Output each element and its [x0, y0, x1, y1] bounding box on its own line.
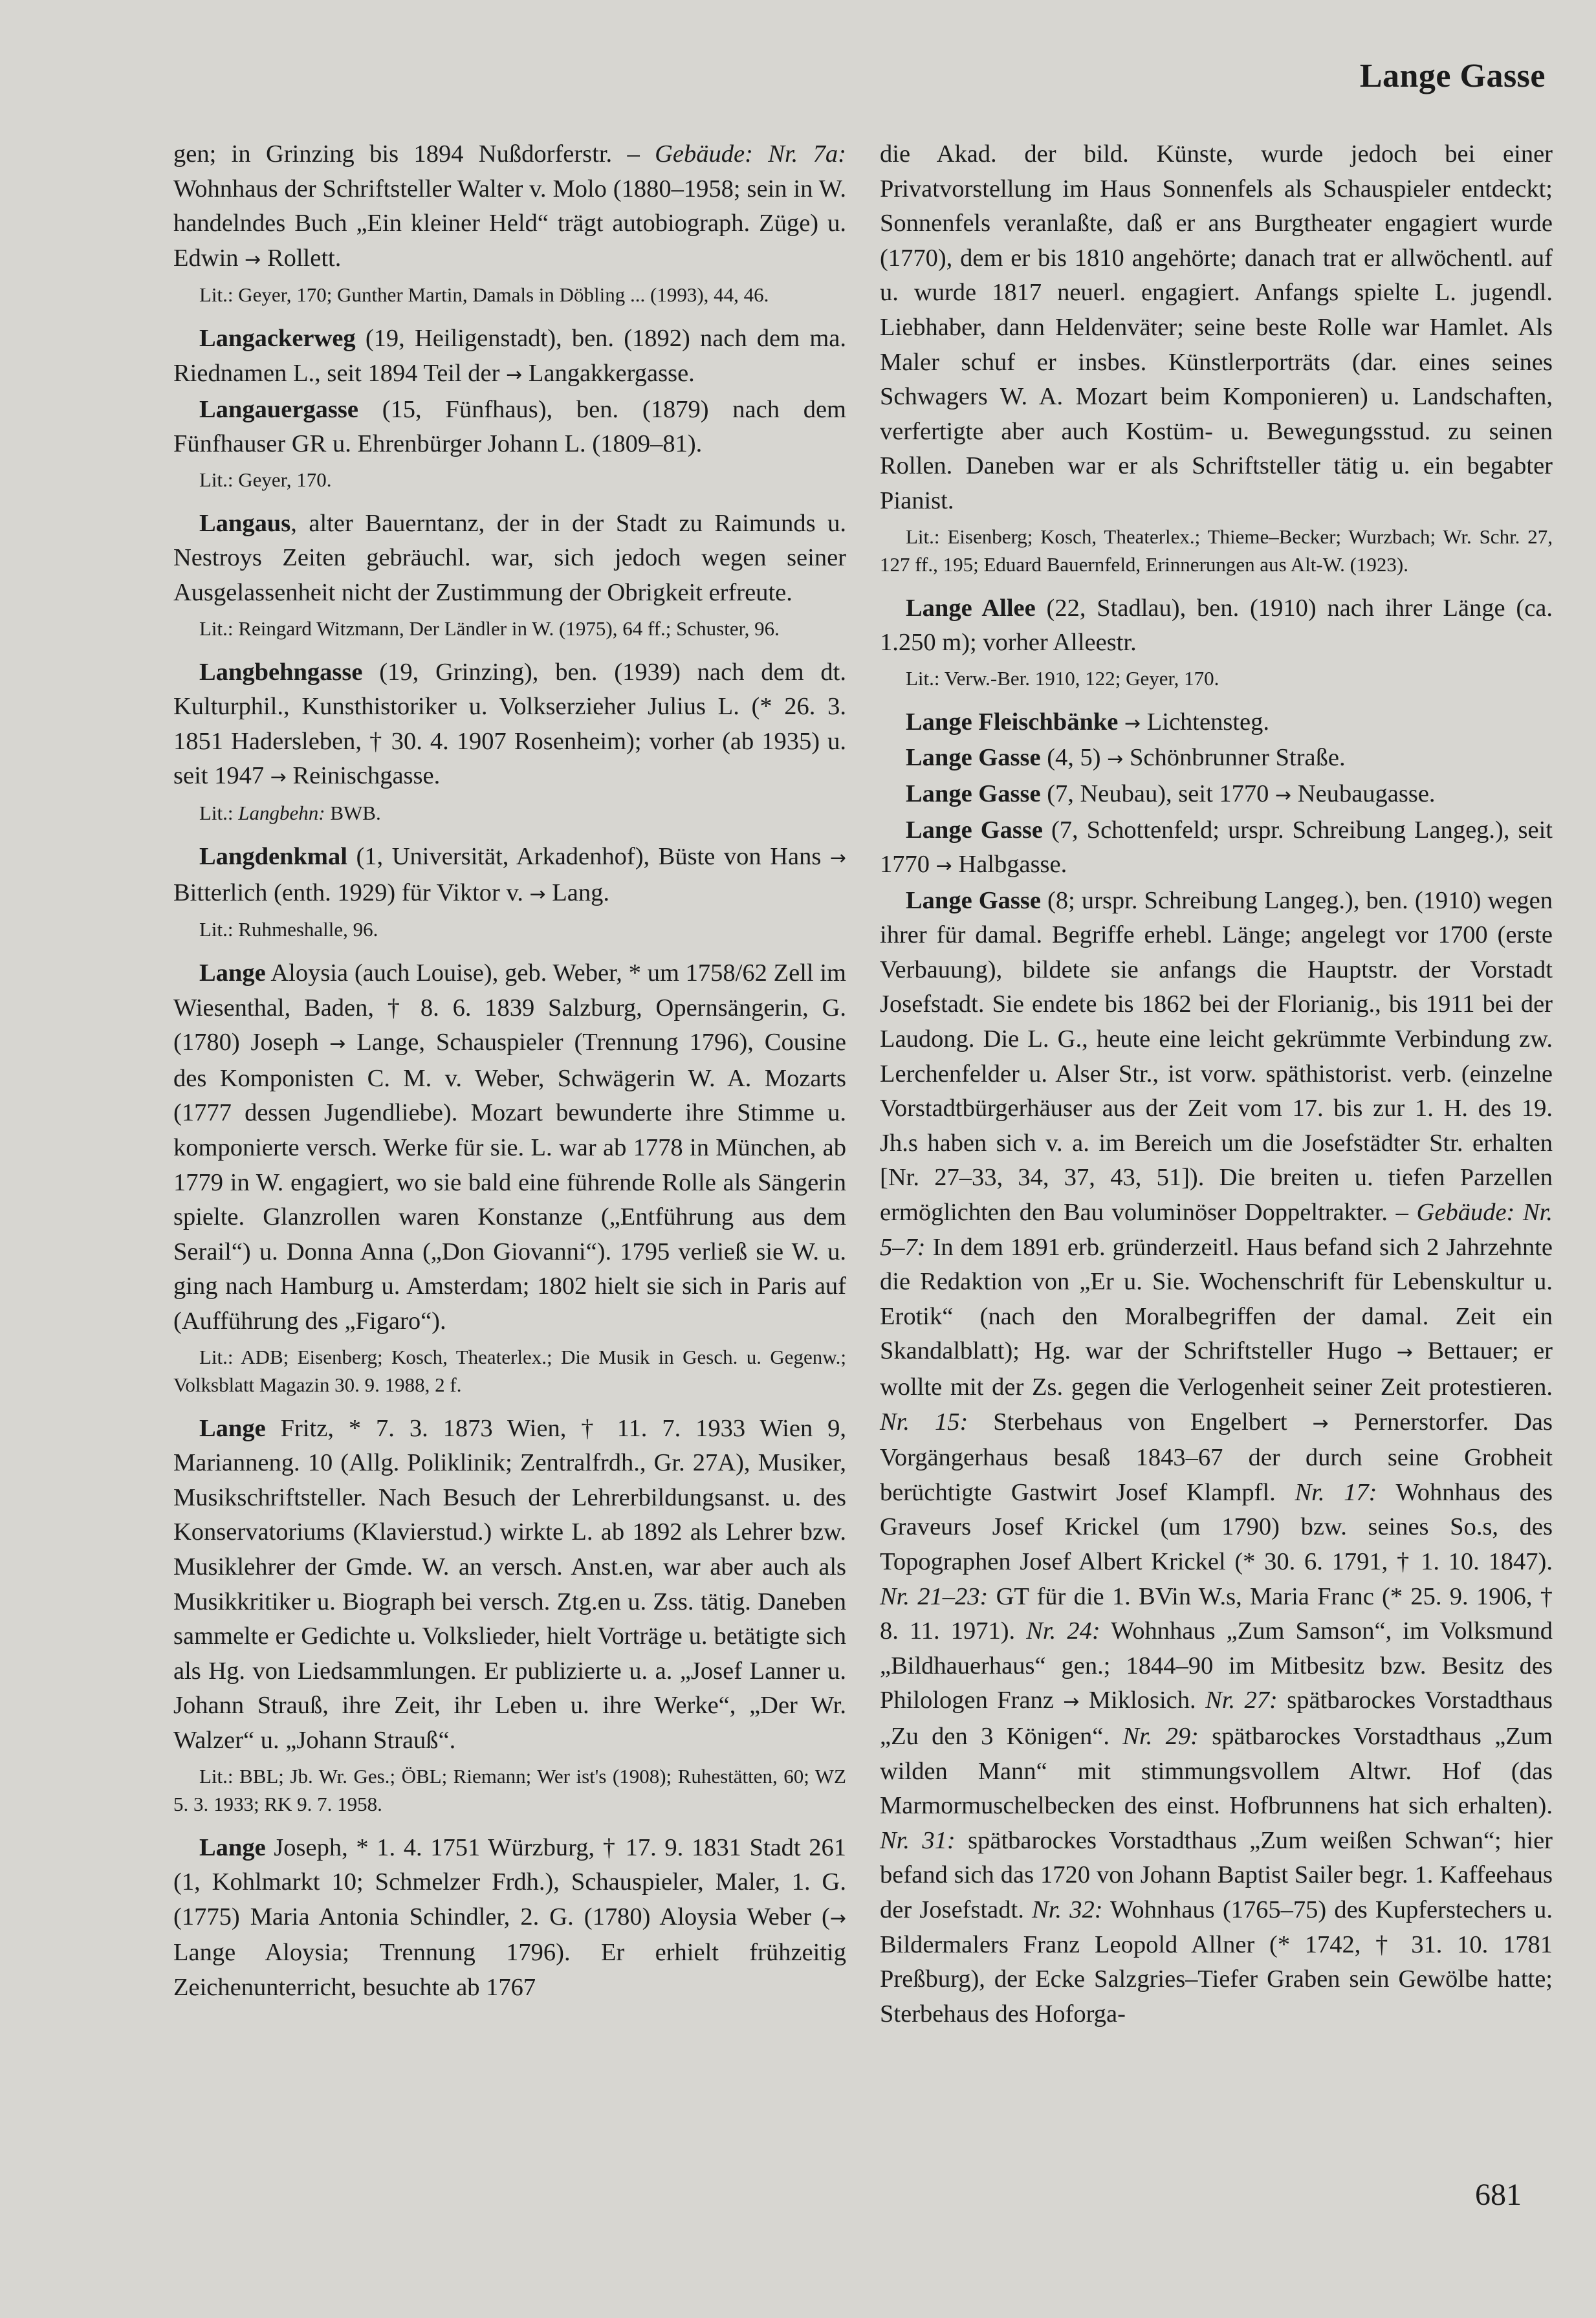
dictionary-entry [173, 507, 846, 611]
italic-label: Nr. 24: [1026, 1617, 1100, 1645]
entry-text: In dem 1891 erb. gründerzeitl. Haus befand sich 2 Jahrzehnte die Redaktion von „Er u. Sie. Wochenschrift für Lebenskultur u. Erotik“ (nach den Moralbegriffen der damal. Zeit ein Skandalblatt); Hg. war der Schriftsteller Hugo [880, 1233, 1553, 1365]
dictionary-entry [880, 591, 1553, 661]
entry-text: Wohnhaus des Graveurs Josef Krickel (um 1790) bzw. seines So.s, des Topographen Josef Albert Krickel (* 30. 6. 1791, † 1. 10. 1847). [880, 1478, 1553, 1575]
italic-label: Gebäude: Nr. 5–7: [880, 1199, 1553, 1261]
dictionary-entry [173, 655, 846, 795]
entry-text: spätbarockes Vorstadthaus „Zum wilden Mann“ mit stimmungsvollem Altwr. Hof (das Marmormuschelbecken des einst. Hofbrunnens hat sich erhalten). [880, 1722, 1553, 1820]
entry-lemma: Langauergasse [199, 395, 358, 423]
entry-text: (4, 5) [1040, 744, 1108, 772]
entry-text: Langakkergasse. [522, 359, 695, 387]
entry-text: GT für die 1. BVin W.s, Maria Franc (* 25. 9. 1906, † 8. 11. 1971). [880, 1582, 1553, 1645]
cross-reference-arrow-icon: → [1275, 783, 1292, 807]
entry-text: Lit.: Ruhmeshalle, 96. [199, 918, 378, 941]
dictionary-entry [173, 322, 846, 392]
entry-text: Miklosich. [1079, 1687, 1206, 1714]
entry-text: Bettauer; er wollte mit der Zs. gegen die Verlogenheit seiner Zeit protestieren. [880, 1337, 1553, 1401]
entry-text: Lit.: BBL; Jb. Wr. Ges.; ÖBL; Riemann; Wer ist's (1908); Ruhestätten, 60; WZ 5. 3. 1933; RK 9. 7. 1958. [173, 1764, 846, 1815]
entry-lemma: Lange Gasse [906, 886, 1041, 914]
literature-note [880, 523, 1553, 578]
entry-text: , alter Bauerntanz, der in der Stadt zu Raimunds u. Nestroys Zeiten gebräuchl. war, sich jedoch wegen seiner Ausgelassenheit nicht der Zustimmung der Obrigkeit erfreute. [173, 509, 846, 606]
italic-label: Nr. 17: [1295, 1478, 1377, 1506]
entry-text: Fritz, * 7. 3. 1873 Wien, † 11. 7. 1933 Wien 9, Marianneng. 10 (Allg. Poliklinik; Zentralfrdh., Gr. 27A), Musiker, Musikschriftsteller. Nach Besuch der Lehrerbildungsanst. u. des Konservatoriums (Klavierstud.) wirkte L. ab 1892 als Lehrer bzw. Musiklehrer der Gmde. W. an versch. Anst.en, war aber auch als Musikkritiker u. Biograph bei versch. Ztg.en u. Zss. tätig. Daneben sammelte er Gedichte u. Volkslieder, hielt Vorträge u. betätigte sich als Hg. von Liedsammlungen. Er publizierte u. a. „Josef Lanner u. Johann Strauß, ihre Zeit, ihr Leben u. ihre Werke“, „Der Wr. Walzer“ u. „Johann Strauß“. [173, 1414, 846, 1754]
dictionary-entry [880, 884, 1553, 2032]
entry-text: Wohnhaus „Zum Samson“, im Volksmund „Bildhauerhaus“ gen.; 1844–90 im Mitbesitz bzw. Besitz des Philologen Franz [880, 1617, 1553, 1714]
entry-text: Lang. [545, 879, 609, 906]
entry-text: Lit.: Geyer, 170. [199, 468, 332, 491]
cross-reference-arrow-icon: → [1107, 748, 1124, 771]
continued-entry [173, 137, 846, 277]
entry-text: (8; urspr. Schreibung Langeg.), ben. (1910) wegen ihrer für damal. Begriffe erhebl. Länge; angelegt vor 1700 (erste Verbauung), bildete sie anfangs die Hauptstr. der Vorstadt Josefstadt. Sie endete bis 1862 bei der Florianig., bis 1911 bei der Laudong. Die L. G., heute eine leicht gekrümmte Verbindung zw. Lerchenfelder u. Alser Str., ist vorw. späthistorist. verb. (einzelne Vorstadtbürgerhäuser aus der Zeit vom 17. bis zur 1. H. des 19. Jh.s haben sich v. a. im Bereich um die Josefstädter Str. erhalten [Nr. 27–33, 34, 37, 43, 51]). Die breiten u. tiefen Parzellen ermöglichten den Bau voluminöser Doppeltrakter. – [880, 886, 1553, 1227]
dictionary-entry [880, 813, 1553, 884]
cross-reference-arrow-icon: → [829, 1907, 846, 1930]
cross-reference-arrow-icon: → [329, 1033, 346, 1056]
italic-label: Nr. 21–23: [880, 1582, 989, 1610]
entry-text: Schönbrunner Straße. [1123, 744, 1346, 772]
entry-text: Lichtensteg. [1141, 708, 1269, 736]
entry-text: (7, Schottenfeld; urspr. Schreibung Langeg.), seit 1770 [880, 816, 1553, 879]
dictionary-entry [880, 705, 1553, 741]
entry-text: Lange Aloysia; Trennung 1796). Er erhielt frühzeitig Zeichenunterricht, besuchte ab 1767 [173, 1939, 846, 2001]
entry-text: (1, Universität, Arkadenhof), Büste von Hans [347, 842, 830, 870]
italic-label: Nr. 32: [1032, 1896, 1103, 1923]
italic-label: Nr. 29: [1122, 1722, 1199, 1750]
literature-note [173, 799, 846, 827]
italic-label: Nr. 31: [880, 1826, 956, 1854]
literature-note [173, 1343, 846, 1399]
dictionary-entry [173, 956, 846, 1339]
entry-text: (19, Grinzing), ben. (1939) nach dem dt. Kulturphil., Kunsthistoriker u. Volkserzieher Julius L. (* 26. 3. 1851 Hadersleben, † 30. 4. 1907 Rosenheim); vorher (ab 1935) u. seit 1947 [173, 658, 846, 790]
literature-note [173, 915, 846, 943]
dictionary-entry [880, 741, 1553, 777]
entry-text: Joseph, * 1. 4. 1751 Würzburg, † 17. 9. 1831 Stadt 261 (1, Kohlmarkt 10; Schmelzer Frdh.), Schauspieler, Maler, 1. G. (1775) Maria Antonia Schindler, 2. G. (1780) Aloysia Weber ( [173, 1833, 846, 1930]
entry-lemma: Langdenkmal [199, 842, 347, 870]
literature-note [173, 615, 846, 642]
entry-text: Sterbehaus von Engelbert [968, 1408, 1313, 1436]
cross-reference-arrow-icon: → [1063, 1690, 1080, 1714]
entry-lemma: Lange Gasse [906, 744, 1041, 772]
entry-text: Lit.: Eisenberg; Kosch, Theaterlex.; Thieme–Becker; Wurzbach; Wr. Schr. 27, 127 ff., 195; Eduard Bauernfeld, Erinnerungen aus Alt-W. (1923). [880, 525, 1553, 576]
entry-text: BWB. [325, 801, 381, 824]
literature-note [173, 281, 846, 309]
italic-label: Nr. 15: [880, 1408, 968, 1436]
entry-text: Reinischgasse. [286, 762, 441, 790]
cross-reference-arrow-icon: → [935, 855, 952, 878]
cross-reference-arrow-icon: → [529, 882, 546, 906]
dictionary-entry [173, 1831, 846, 2006]
entry-text: Lit.: Verw.-Ber. 1910, 122; Geyer, 170. [906, 666, 1219, 690]
entry-text: Pernerstorfer. Das Vorgängerhaus besaß 1843–67 der durch seine Grobheit berüchtigte Gastwirt Josef Klampfl. [880, 1408, 1553, 1506]
right-column [880, 137, 1553, 2031]
entry-lemma: Langaus [199, 509, 291, 537]
entry-lemma: Lange [199, 1833, 266, 1861]
dictionary-entry [880, 777, 1553, 813]
entry-text: Wohnhaus der Schriftsteller Walter v. Molo (1880–1958; sein in W. handelndes Buch „Ein kleiner Held“ trägt autobiograph. Züge) u. Edwin [173, 175, 846, 272]
entry-text: Wohnhaus (1765–75) des Kupferstechers u. Bildermalers Franz Leopold Allner (* 1742, † 31. 10. 1781 Preßburg), der Ecke Salzgries–Tiefer Graben sein Gewölbe hatte; Sterbehaus des Hoforga- [880, 1896, 1553, 2028]
entry-lemma: Langbehngasse [199, 658, 363, 686]
italic-label: Langbehn: [238, 801, 325, 824]
entry-text: gen; in Grinzing bis 1894 Nußdorferstr. – [173, 140, 655, 168]
dictionary-entry [173, 1412, 846, 1758]
cross-reference-arrow-icon: → [506, 363, 523, 386]
entry-lemma: Lange Gasse [906, 780, 1041, 807]
entry-text [1118, 708, 1124, 736]
entry-text: Lit.: ADB; Eisenberg; Kosch, Theaterlex.; Die Musik in Gesch. u. Gegenw.; Volksblatt Magazin 30. 9. 1988, 2 f. [173, 1345, 846, 1396]
entry-text: (15, Fünfhaus), ben. (1879) nach dem Fünfhauser GR u. Ehrenbürger Johann L. (1809–81). [173, 395, 846, 458]
cross-reference-arrow-icon: → [1312, 1412, 1329, 1435]
entry-lemma: Langackerweg [199, 325, 356, 353]
italic-label: Nr. 27: [1205, 1687, 1278, 1714]
italic-label: Gebäude: Nr. 7a: [655, 140, 846, 168]
entry-text: Rollett. [261, 244, 342, 272]
entry-text: (7, Neubau), seit 1770 [1040, 780, 1276, 807]
entry-text: Halbgasse. [952, 851, 1067, 879]
entry-text: Bitterlich (enth. 1929) für Viktor v. [173, 879, 530, 906]
page-number: 681 [1475, 2178, 1522, 2212]
cross-reference-arrow-icon: → [1396, 1341, 1414, 1364]
entry-text: Aloysia (auch Louise), geb. Weber, * um 1758/62 Zell im Wiesenthal, Baden, † 8. 6. 1839 Salzburg, Opernsängerin, G. (1780) Joseph [173, 959, 846, 1056]
entry-text: die Akad. der bild. Künste, wurde jedoch bei einer Privatvorstellung im Haus Sonnenfels als Schauspieler entdeckt; Sonnenfels veranlaßte, daß er ans Burgtheater engagiert wurde (1770), dem er bis 1810 angehörte; danach trat er allwöchentl. auf u. wurde 1817 neuerl. engagiert. Anfangs spielte L. jugendl. Liebhaber, dann Heldenväter; seine beste Rolle war Hamlet. Als Maler schuf er insbes. Künstlerporträts (dar. eines seines Schwagers W. A. Mozart beim Komponieren) u. Landschaften, verfertigte aber auch Kostüm- u. Bewegungsstud. zu seinen Rollen. Daneben war er als Schriftsteller tätig u. ein begabter Pianist. [880, 140, 1553, 514]
entry-text: spätbarockes Vorstadthaus „Zu den 3 Königen“. [880, 1687, 1553, 1750]
entry-lemma: Lange Gasse [906, 816, 1043, 844]
dictionary-entry [173, 393, 846, 462]
left-column [173, 137, 846, 2006]
entry-lemma: Lange Allee [906, 594, 1036, 622]
entry-text: (22, Stadlau), ben. (1910) nach ihrer Länge (ca. 1.250 m); vorher Alleestr. [880, 594, 1553, 657]
entry-text: spätbarockes Vorstadthaus „Zum weißen Schwan“; hier befand sich das 1720 von Johann Baptist Sailer begr. 1. Kaffeehaus der Josefstadt. [880, 1826, 1553, 1923]
cross-reference-arrow-icon: → [1124, 712, 1141, 735]
entry-lemma: Lange Fleischbänke [906, 708, 1119, 736]
entry-text: Lit.: Reingard Witzmann, Der Ländler in W. (1975), 64 ff.; Schuster, 96. [199, 617, 780, 640]
continued-entry [880, 137, 1553, 519]
cross-reference-arrow-icon: → [270, 766, 287, 789]
running-head: Lange Gasse [1359, 58, 1546, 94]
entry-text: Lit.: [199, 801, 239, 824]
cross-reference-arrow-icon: → [245, 248, 261, 271]
literature-note [173, 1762, 846, 1818]
entry-lemma: Lange [199, 1414, 266, 1442]
entry-text: (19, Heiligenstadt), ben. (1892) nach dem ma. Riednamen L., seit 1894 Teil der [173, 325, 846, 387]
entry-lemma: Lange [199, 959, 266, 987]
literature-note [880, 664, 1553, 692]
dictionary-entry [173, 840, 846, 912]
cross-reference-arrow-icon: → [829, 846, 846, 869]
literature-note [173, 466, 846, 494]
entry-text: Neubaugasse. [1291, 780, 1436, 807]
entry-text: Lange, Schauspieler (Trennung 1796), Cousine des Komponisten C. M. v. Weber, Schwägerin W. A. Mozarts (1777 dessen Jugendliebe). Mozart bewunderte ihre Stimme u. komponierte versch. Werke für sie. L. war ab 1778 in München, ab 1779 in W. engagiert, wo sie bald eine führende Rolle als Sängerin spielte. Glanzrollen waren Konstanze („Entführung aus dem Serail“) u. Donna Anna („Don Giovanni“). 1795 verließ sie W. u. ging nach Hamburg u. Amsterdam; 1802 hielt sie sich in Paris auf (Aufführung des „Figaro“). [173, 1029, 846, 1335]
entry-text: Lit.: Geyer, 170; Gunther Martin, Damals in Döbling ... (1993), 44, 46. [199, 283, 769, 307]
